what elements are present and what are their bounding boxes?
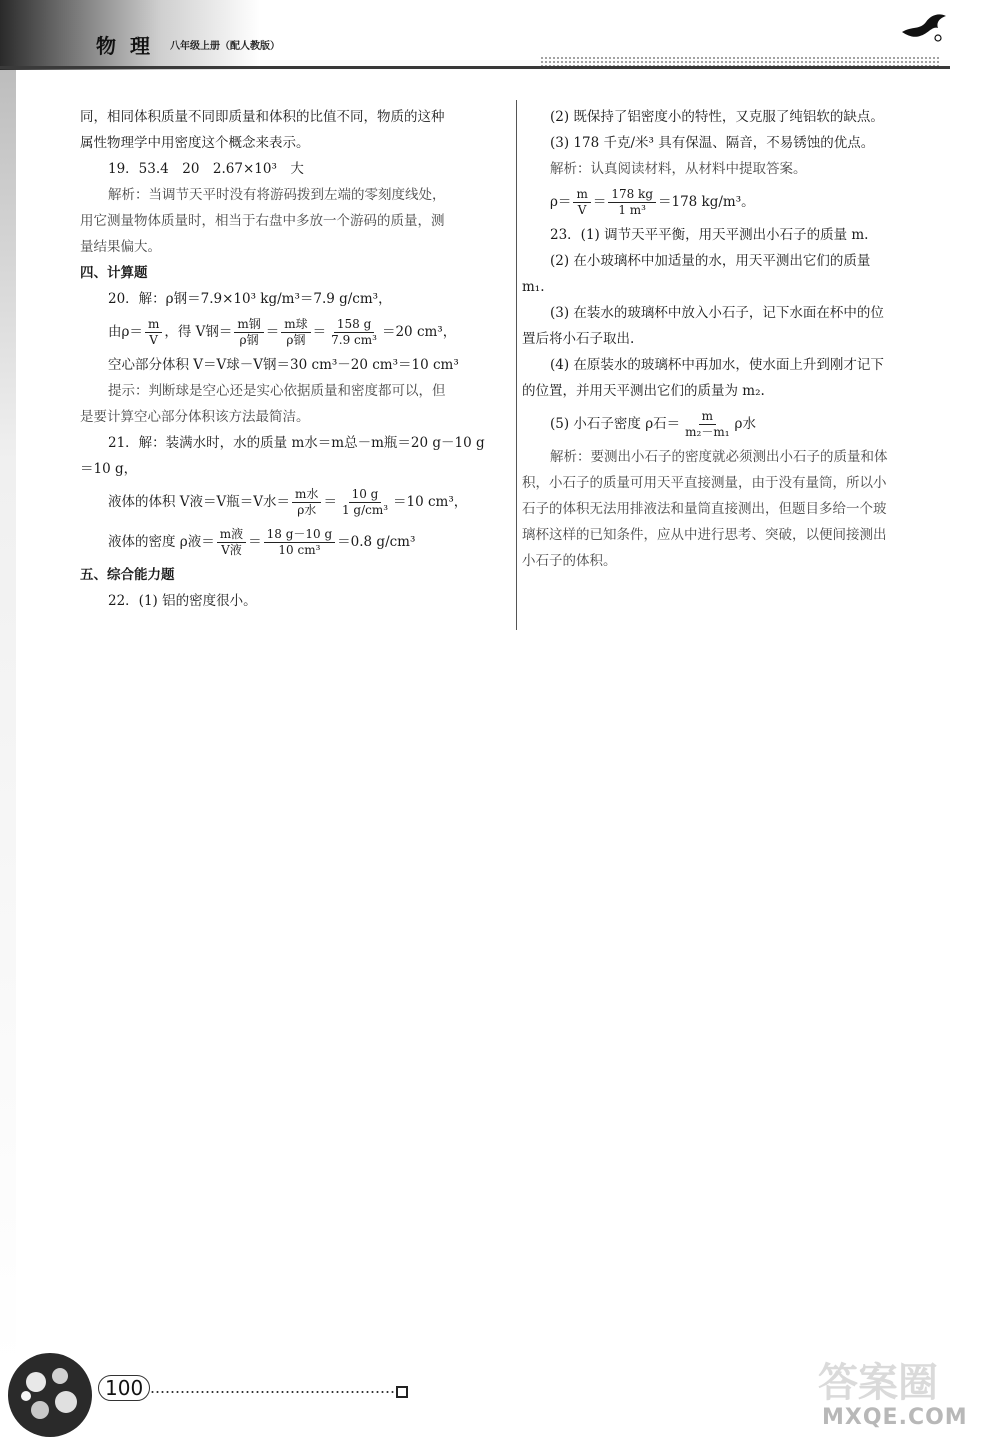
fraction: $\frac{178 kg}{\text{1 m³}}$ — [608, 187, 656, 218]
formula-text: ρ水 — [734, 416, 756, 432]
analysis-19-line: 量结果偏大。 — [80, 239, 161, 255]
formula-21-volume — [80, 482, 505, 522]
formula-text: ＝ — [323, 494, 337, 510]
analysis-19-line: 用它测量物体质量时，相当于右盘中多放一个游码的质量，测 — [80, 213, 445, 229]
analysis-22: 解析：认真阅读材料，从材料中提取答案。 — [550, 161, 807, 177]
left-column — [80, 104, 505, 614]
fraction: $\frac{\text{m钢}}{\text{ρ钢}}$ — [234, 317, 263, 348]
formula-21-density — [80, 522, 505, 562]
answer-23-3-cont: 置后将小石子取出. — [522, 331, 635, 347]
formula-23 — [522, 404, 942, 444]
page-number: 100 — [98, 1375, 150, 1401]
fraction: $\frac{18 g-10 g}{\text{10 cm³}}$ — [264, 527, 336, 558]
formula-text: ，得 V钢＝ — [164, 324, 233, 340]
answer-22: 22．(1) 铝的密度很小。 — [108, 593, 257, 609]
answer-22-3: (3) 178 千克/米³ 具有保温、隔音，不易锈蚀的优点。 — [550, 135, 875, 151]
section-heading-comprehensive: 五、综合能力题 — [80, 567, 175, 583]
answer-23-2: (2) 在小玻璃杯中加适量的水，用天平测出它们的质量 — [550, 253, 871, 269]
formula-text: ＝ — [265, 324, 280, 340]
analysis-23-line: 石子的体积无法用排液法和量筒直接测出，但题目多给一个玻 — [522, 501, 887, 517]
answer-23-4: (4) 在原装水的玻璃杯中再加水，使水面上升到刚才记下 — [550, 357, 884, 373]
formula-text: 液体的密度 ρ液＝ — [108, 534, 215, 550]
analysis-23-line: 积，小石子的质量可用天平直接测量，由于没有量筒，所以小 — [522, 475, 887, 491]
book-subject-title: 物理 — [96, 34, 164, 58]
formula-text: ＝178 kg/m³。 — [658, 194, 755, 210]
fraction: $\frac{m}{V}$ — [145, 317, 162, 348]
page-square-mark — [396, 1386, 408, 1398]
fraction: $\frac{\text{m水}}{\text{ρ水}}$ — [292, 487, 321, 518]
answer-22-2: (2) 既保持了铝密度小的特性，又克服了纯铝软的缺点。 — [550, 109, 884, 125]
analysis-23-line: 解析：要测出小石子的密度就必须测出小石子的质量和体 — [550, 449, 888, 465]
answer-23-2-cont: m₁. — [522, 279, 545, 295]
text-line: 同，相同体积质量不同即质量和体积的比值不同，物质的这种 — [80, 109, 445, 125]
answer-23-1: 23．(1) 调节天平平衡，用天平测出小石子的质量 m. — [550, 227, 869, 243]
book-grade-subtitle: 八年级上册（配人教版） — [170, 41, 280, 52]
formula-text: ＝ — [592, 194, 607, 210]
left-page-edge — [0, 70, 16, 1370]
bird-logo-icon — [900, 8, 950, 48]
answer-20-volume: 空心部分体积 V＝V球－V钢＝30 cm³－20 cm³＝10 cm³ — [108, 357, 459, 373]
formula-text: ＝0.8 g/cm³ — [337, 534, 416, 550]
tip-20-line: 是要计算空心部分体积该方法最简洁。 — [80, 409, 310, 425]
right-column — [522, 104, 942, 574]
answer-23-3: (3) 在装水的玻璃杯中放入小石子，记下水面在杯中的位 — [550, 305, 884, 321]
formula-22 — [522, 182, 942, 222]
formula-text: 液体的体积 V液＝V瓶＝V水＝ — [108, 494, 291, 510]
section-heading-calculation: 四、计算题 — [80, 265, 148, 281]
page-dotted-rule — [150, 1390, 395, 1394]
analysis-23-line: 小石子的体积。 — [522, 553, 617, 569]
formula-text: (5) 小石子密度 ρ石＝ — [550, 416, 681, 432]
column-divider — [516, 100, 517, 630]
text-line: 属性物理学中用密度这个概念来表示。 — [80, 135, 310, 151]
fraction: $\frac{10 g}{\text{1 g/cm³}}$ — [341, 486, 389, 517]
formula-text: ＝10 cm³， — [393, 494, 468, 510]
analysis-23-line: 璃杯这样的已知条件，应从中进行思考、突破，以便间接测出 — [522, 527, 887, 543]
tip-20-line: 提示：判断球是空心还是实心依据质量和密度都可以，但 — [108, 383, 446, 399]
fraction: $\frac{\text{m球}}{\text{ρ钢}}$ — [281, 317, 310, 348]
fraction: $\frac{m}{\text{m₂－m₁}}$ — [685, 408, 730, 439]
header-dot-pattern — [540, 56, 940, 66]
answer-23-4-cont: 的位置，并用天平测出它们的质量为 m₂. — [522, 383, 765, 399]
header-rule — [0, 66, 950, 69]
fraction: $\frac{\text{m液}}{\text{V液}}$ — [217, 527, 246, 558]
formula-text: 由ρ＝ — [108, 324, 143, 340]
answer-20: 20．解：ρ钢＝7.9×10³ kg/m³＝7.9 g/cm³， — [108, 291, 392, 307]
answer-21-cont: ＝10 g， — [80, 461, 138, 477]
analysis-19-line: 解析：当调节天平时没有将游码拨到左端的零刻度线处， — [108, 187, 446, 203]
fraction: $\frac{158 g}{\text{7.9 cm³}}$ — [331, 316, 377, 347]
formula-text: ＝ — [312, 324, 327, 340]
formula-text: ＝20 cm³， — [381, 324, 457, 340]
fraction: $\frac{m}{V}$ — [573, 187, 590, 218]
formula-20 — [80, 312, 505, 352]
answer-19: 19．53.4 20 2.67×10³ 大 — [108, 161, 304, 177]
watermark-domain: MXQE.COM — [822, 1405, 968, 1430]
formula-text: ρ＝ — [550, 194, 572, 210]
watermark-text: 答案圈 — [818, 1360, 938, 1406]
formula-text: ＝ — [248, 534, 262, 550]
footer-decoration-icon — [0, 1340, 110, 1441]
answer-21: 21．解：装满水时，水的质量 m水＝m总－m瓶＝20 g－10 g — [108, 435, 485, 451]
